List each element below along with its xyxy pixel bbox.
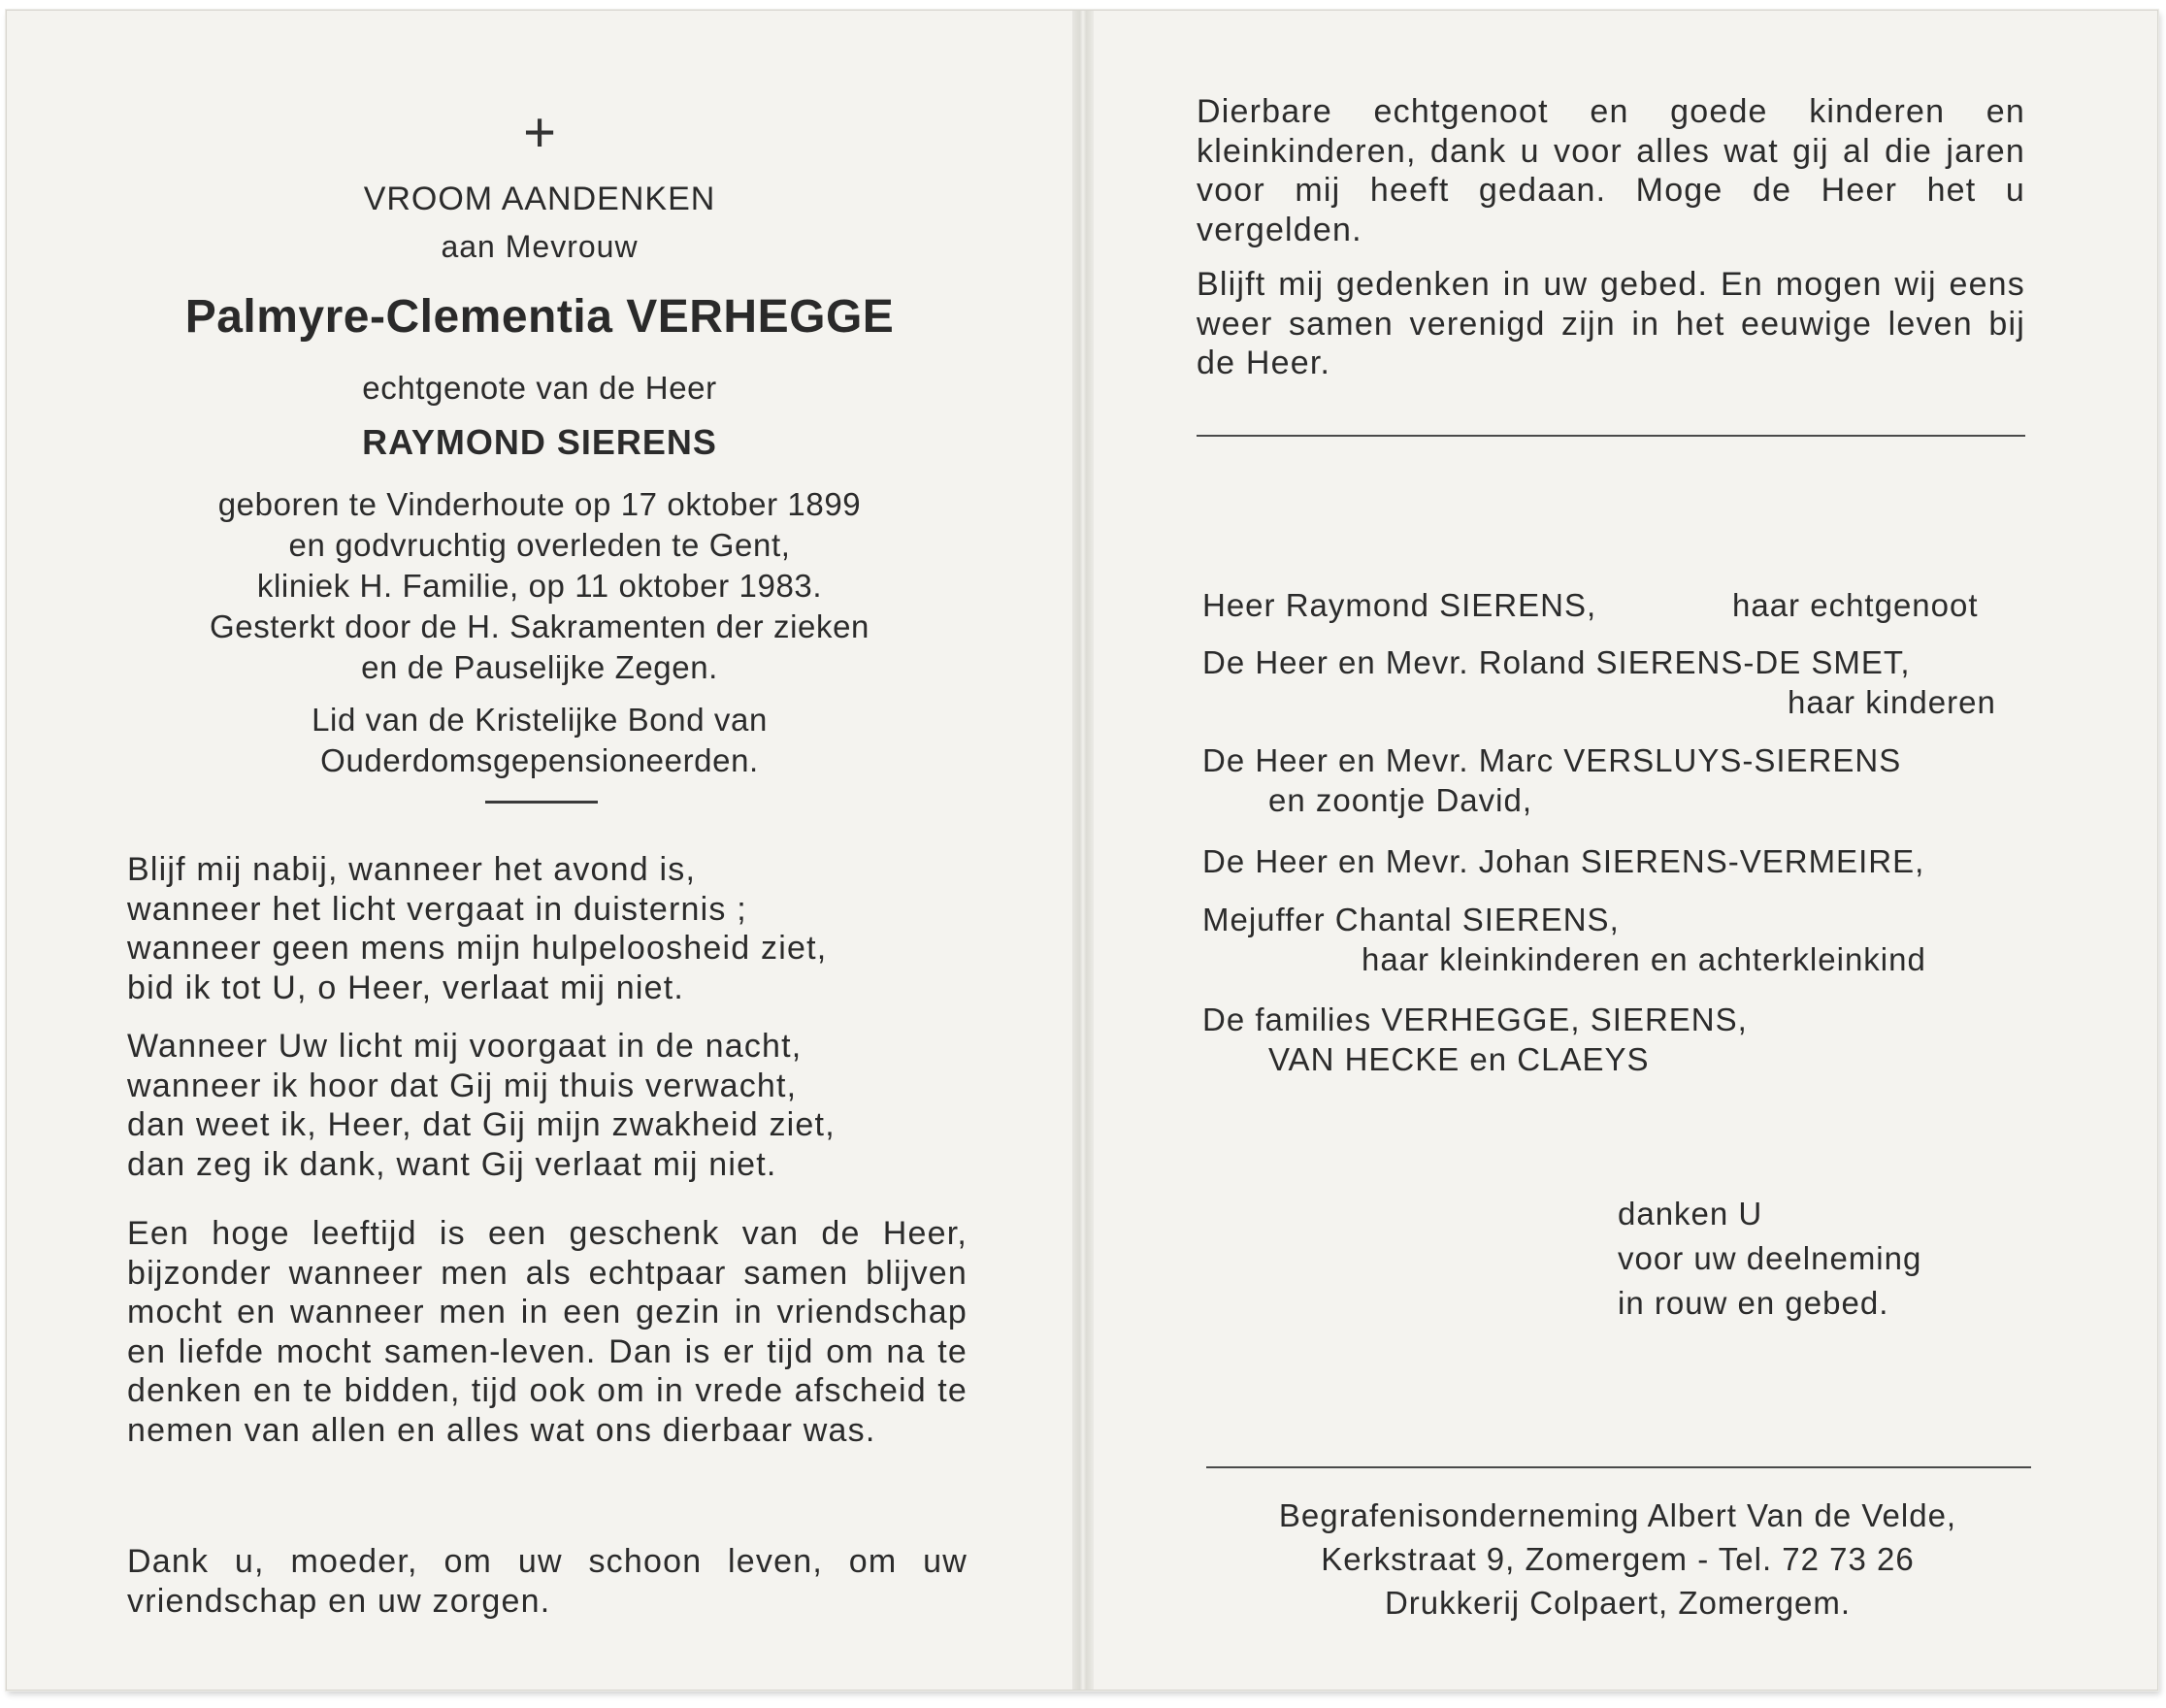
family-line: Mejuffer Chantal SIERENS,: [1202, 902, 1620, 937]
right-page: [1094, 11, 2157, 1690]
divider: [1206, 1466, 2031, 1468]
message-paragraph-2: Blijft mij gedenken in uw gebed. En mogen wij eens weer samen verenigd zijn in het eeuwige leven bij de Heer.: [1197, 266, 2025, 381]
thanks-paragraph: Dank u, moeder, om uw schoon leven, om uw vriendschap en uw zorgen.: [127, 1543, 968, 1620]
poem-line: Wanneer Uw licht mij voorgaat in de nacht,: [127, 1028, 803, 1065]
poem-line: dan weet ik, Heer, dat Gij mijn zwakheid ziet,: [127, 1106, 836, 1143]
undertaker-line: Kerkstraat 9, Zomergem - Tel. 72 73 26: [1321, 1541, 1915, 1577]
poem-line: wanneer geen mens mijn hulpeloosheid ziet,: [127, 930, 828, 967]
bio-line: Gesterkt door de H. Sakramenten der zieken: [209, 608, 870, 644]
family-line: haar echtgenoot: [1732, 587, 1979, 623]
family-line: De Heer en Mevr. Roland SIERENS-DE SMET,: [1202, 644, 1911, 680]
bio-block: [7, 484, 1072, 688]
bio-line: geboren te Vinderhoute op 17 oktober 1899: [217, 486, 862, 522]
family-line: De families VERHEGGE, SIERENS,: [1202, 1002, 1748, 1037]
subheading: aan Mevrouw: [441, 229, 639, 264]
deceased-name: Palmyre-Clementia VERHEGGE: [184, 291, 895, 343]
card-fold: [1072, 11, 1094, 1690]
bio-line: en godvruchtig overleden te Gent,: [288, 527, 791, 563]
poem-line: bid ik tot U, o Heer, verlaat mij niet.: [127, 969, 685, 1006]
poem-line: wanneer ik hoor dat Gij mij thuis verwacht,: [127, 1067, 798, 1104]
bio-line: en de Pauselijke Zegen.: [361, 649, 718, 685]
membership-block: [7, 700, 1072, 781]
memorial-card: [6, 10, 2158, 1691]
poem-line: Blijf mij nabij, wanneer het avond is,: [127, 851, 697, 888]
divider: [1197, 435, 2025, 437]
undertaker-block: [1191, 1494, 2045, 1625]
family-line: De Heer en Mevr. Johan SIERENS-VERMEIRE,: [1202, 843, 1925, 879]
poem-line: wanneer het licht vergaat in duisternis ;: [127, 890, 747, 928]
poem-line: dan zeg ik dank, want Gij verlaat mij niet.: [127, 1145, 777, 1183]
family-line: Heer Raymond SIERENS,: [1202, 587, 1597, 623]
family-line: haar kleinkinderen en achterkleinkind: [1362, 941, 1926, 977]
closing-line: voor uw deelneming: [1618, 1240, 1922, 1276]
age-paragraph: Een hoge leeftijd is een geschenk van de Heer, bijzonder wanneer men als echtpaar samen blijven mocht en wanneer men in een gezin in vriendschap en liefde mocht samen-leven. Dan is er tijd om na te denken en te bidden, tijd ook om in vrede afscheid te nemen van allen en alles wat ons dierbaar was.: [127, 1215, 968, 1449]
undertaker-line: Drukkerij Colpaert, Zomergem.: [1384, 1585, 1852, 1621]
bio-line: kliniek H. Familie, op 11 oktober 1983.: [256, 568, 823, 604]
left-page: [7, 11, 1072, 1690]
membership-line: Ouderdomsgepensioneerden.: [320, 742, 759, 778]
closing-block: [1618, 1192, 1921, 1326]
closing-line: in rouw en gebed.: [1618, 1285, 1889, 1321]
poem-stanza-2: [127, 1027, 836, 1184]
undertaker-line: Begrafenisonderneming Albert Van de Velde,: [1278, 1497, 1957, 1533]
family-line: en zoontje David,: [1268, 782, 1532, 818]
membership-line: Lid van de Kristelijke Bond van: [312, 702, 768, 738]
closing-line: danken U: [1618, 1196, 1763, 1232]
poem-stanza-1: [127, 850, 827, 1007]
spouse-name: RAYMOND SIERENS: [362, 422, 717, 462]
family-line: haar kinderen: [1788, 684, 1996, 720]
message-paragraph-1: Dierbare echtgenoot en goede kinderen en kleinkinderen, dank u voor alles wat gij al die jaren voor mij heeft gedaan. Moge de Heer het u vergelden.: [1197, 93, 2025, 248]
spouse-intro: echtgenote van de Heer: [362, 370, 717, 406]
family-line: De Heer en Mevr. Marc VERSLUYS-SIERENS: [1202, 742, 1902, 778]
heading: VROOM AANDENKEN: [363, 181, 716, 217]
cross-symbol: +: [523, 101, 556, 164]
divider: [485, 801, 598, 804]
family-line: VAN HECKE en CLAEYS: [1268, 1041, 1650, 1077]
